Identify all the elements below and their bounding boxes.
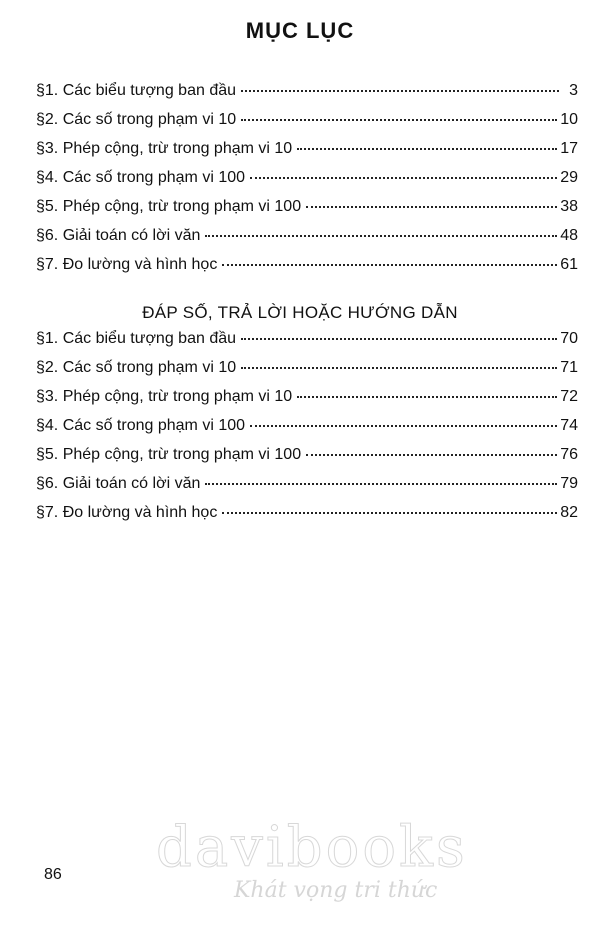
answers-section-heading: ĐÁP SỐ, TRẢ LỜI HOẶC HƯỚNG DẪN — [142, 303, 458, 322]
answer-entry[interactable] — [36, 475, 578, 504]
page-number: 86 — [44, 866, 62, 883]
dot-leader — [222, 512, 557, 514]
toc-entry-label: §6. Giải toán có lời văn — [36, 227, 201, 244]
answer-entry-label: §6. Giải toán có lời văn — [36, 475, 201, 492]
dot-leader — [306, 206, 557, 208]
toc-entry[interactable] — [36, 82, 578, 111]
answer-entry-page: 72 — [560, 388, 578, 405]
watermark-brand: davibooks — [156, 815, 468, 880]
answer-entry-label: §1. Các biểu tượng ban đầu — [36, 330, 237, 347]
answer-entry[interactable] — [36, 330, 578, 359]
dot-leader — [250, 425, 557, 427]
dot-leader — [205, 483, 557, 485]
answer-entry-label: §3. Phép cộng, trừ trong phạm vi 10 — [36, 388, 293, 405]
toc-entry[interactable] — [36, 169, 578, 198]
answer-entry[interactable] — [36, 359, 578, 388]
toc-entry-label: §1. Các biểu tượng ban đầu — [36, 82, 237, 99]
dot-leader — [241, 90, 559, 92]
toc-entry[interactable] — [36, 256, 578, 285]
dot-leader — [241, 338, 557, 340]
answer-entry-page: 76 — [560, 446, 578, 463]
table-of-contents — [36, 82, 578, 285]
answer-entry-page: 70 — [560, 330, 578, 347]
toc-entry-page: 61 — [560, 256, 578, 273]
page-title: MỤC LỤC — [245, 18, 355, 43]
answers-contents — [36, 330, 578, 533]
answer-entry[interactable] — [36, 388, 578, 417]
answer-entry-label: §5. Phép cộng, trừ trong phạm vi 100 — [36, 446, 302, 463]
toc-entry[interactable] — [36, 198, 578, 227]
answer-entry-page: 74 — [560, 417, 578, 434]
toc-entry-label: §2. Các số trong phạm vi 10 — [36, 111, 237, 128]
watermark-tagline: Khát vọng tri thức — [234, 878, 438, 903]
answer-entry[interactable] — [36, 446, 578, 475]
toc-entry-page: 17 — [560, 140, 578, 157]
dot-leader — [241, 367, 557, 369]
toc-entry-page: 10 — [560, 111, 578, 128]
dot-leader — [222, 264, 557, 266]
toc-entry-page: 29 — [560, 169, 578, 186]
dot-leader — [241, 119, 557, 121]
dot-leader — [297, 148, 557, 150]
answer-entry[interactable] — [36, 504, 578, 533]
toc-entry[interactable] — [36, 111, 578, 140]
toc-entry-page: 48 — [560, 227, 578, 244]
toc-entry-label: §3. Phép cộng, trừ trong phạm vi 10 — [36, 140, 293, 157]
answer-entry-label: §4. Các số trong phạm vi 100 — [36, 417, 246, 434]
toc-entry-page: 38 — [560, 198, 578, 215]
dot-leader — [250, 177, 557, 179]
toc-entry[interactable] — [36, 227, 578, 256]
toc-entry[interactable] — [36, 140, 578, 169]
toc-entry-label: §4. Các số trong phạm vi 100 — [36, 169, 246, 186]
dot-leader — [205, 235, 557, 237]
answer-entry-label: §2. Các số trong phạm vi 10 — [36, 359, 237, 376]
answer-entry-page: 79 — [560, 475, 578, 492]
toc-entry-label: §5. Phép cộng, trừ trong phạm vi 100 — [36, 198, 302, 215]
dot-leader — [297, 396, 557, 398]
watermark-logo — [156, 815, 468, 904]
answer-entry-page: 82 — [560, 504, 578, 521]
answer-entry-label: §7. Đo lường và hình học — [36, 504, 218, 521]
dot-leader — [306, 454, 557, 456]
answer-entry[interactable] — [36, 417, 578, 446]
toc-entry-page: 3 — [569, 82, 578, 99]
toc-entry-label: §7. Đo lường và hình học — [36, 256, 218, 273]
answer-entry-page: 71 — [560, 359, 578, 376]
